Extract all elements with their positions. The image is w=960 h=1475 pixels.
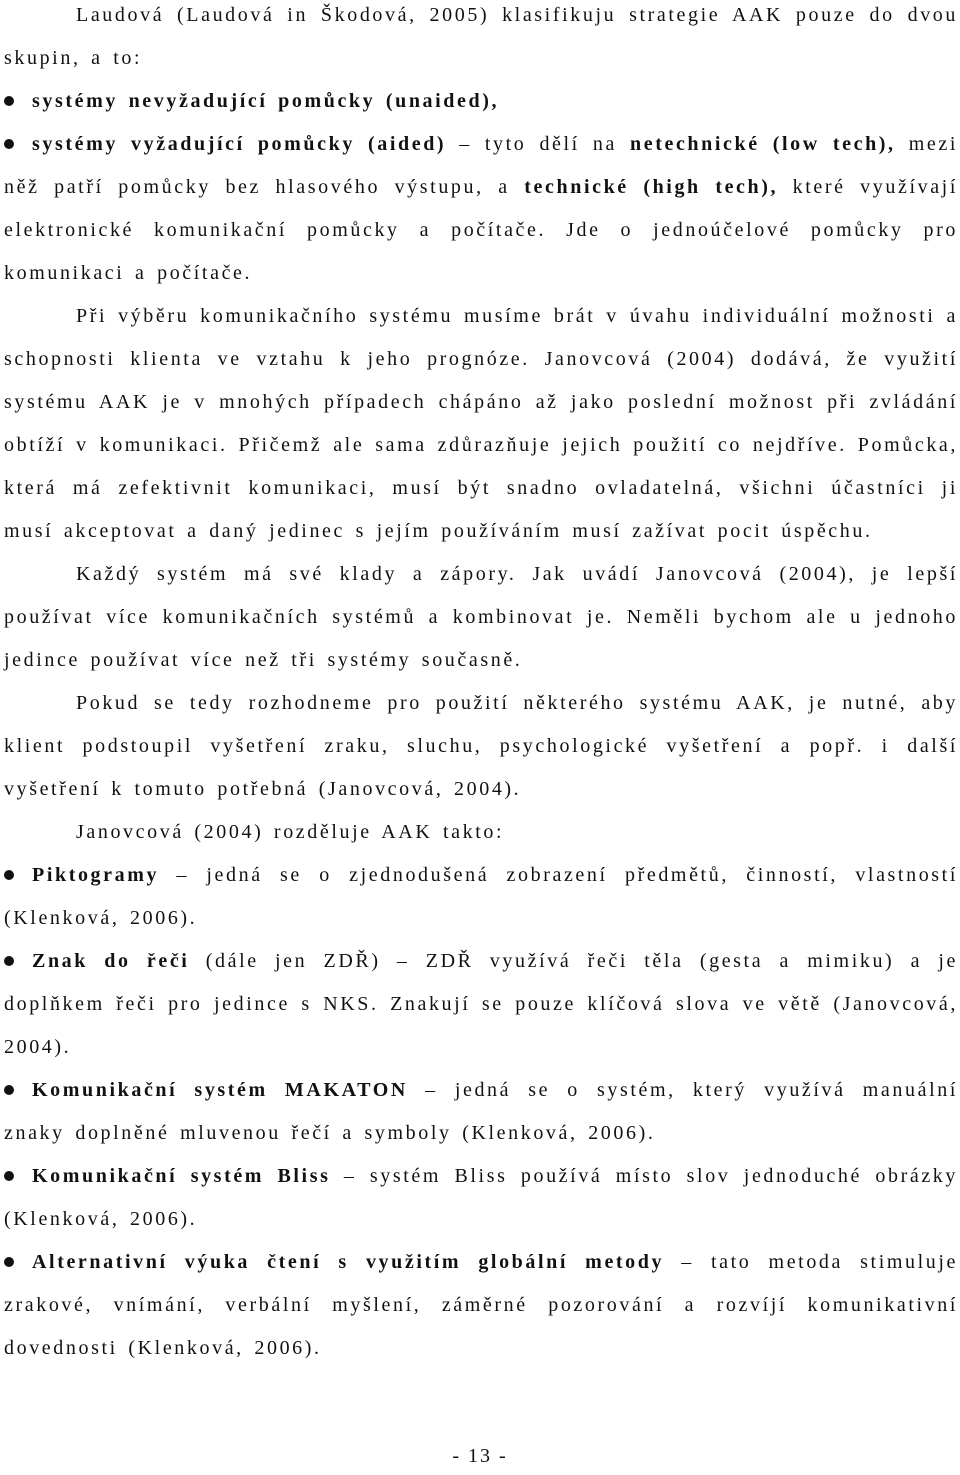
group-label-high-tech: technické (high tech), (524, 176, 779, 198)
aak-type-item (4, 1155, 958, 1241)
bullet-icon (4, 1085, 14, 1095)
aak-type-label: Znak do řeči (32, 950, 190, 972)
group-item-unaided (4, 80, 958, 123)
bullet-icon (4, 956, 14, 966)
aak-type-text: – tato metoda stimuluje zrakové, vnímání, verbální myšlení, záměrné pozorování a rozvíjí komunikativní dovednosti (Klenková, 2006). (4, 1251, 958, 1359)
document-page (4, 0, 958, 1370)
aak-type-text: (dále jen ZDŘ) – ZDŘ využívá řeči těla (gesta a mimiku) a je doplňkem řeči pro jedince s NKS. Znakují se pouze klíčová slova ve větě (Janovcová, 2004). (4, 950, 958, 1058)
aak-type-item (4, 1241, 958, 1370)
bullet-icon (4, 139, 14, 149)
aak-type-item (4, 1069, 958, 1155)
bullet-icon (4, 1257, 14, 1267)
aak-type-item (4, 940, 958, 1069)
group-text: které využívají elektronické komunikační pomůcky a počítače. Jde o jednoúčelové pomůcky pro komunikaci a počítače. (4, 176, 958, 284)
aak-type-text: – systém Bliss používá místo slov jednoduché obrázky (Klenková, 2006). (4, 1165, 958, 1230)
bullet-icon (4, 870, 14, 880)
aak-type-label: Piktogramy (32, 864, 160, 886)
aak-type-text: – jedná se o systém, který využívá manuální znaky doplněné mluvenou řečí a symboly (Klenková, 2006). (4, 1079, 958, 1144)
aak-type-label: Alternativní výuka čtení s využitím globální metody (32, 1251, 665, 1273)
aak-type-label: Komunikační systém MAKATON (32, 1079, 408, 1101)
group-text: – tyto dělí na (446, 133, 631, 155)
group-label-aided: systémy vyžadující pomůcky (aided) (32, 133, 447, 155)
group-item-aided (4, 123, 958, 295)
paragraph-examination: Pokud se tedy rozhodneme pro použití některého systému AAK, je nutné, aby klient podstoupil vyšetření zraku, sluchu, psychologické vyšetření a popř. i další vyšetření k tomuto potřebná (Janovcová, 2004). (4, 692, 958, 800)
bullet-icon (4, 96, 14, 106)
aak-type-item (4, 854, 958, 940)
aak-type-text: – jedná se o zjednodušená zobrazení předmětů, činností, vlastností (Klenková, 2006). (4, 864, 958, 929)
group-label-low-tech: netechnické (low tech), (630, 133, 896, 155)
paragraph-system-choice: Při výběru komunikačního systému musíme brát v úvahu individuální možnosti a schopnosti klienta ve vztahu k jeho prognóze. Janovcová (2004) dodává, že využití systému AAK je v mnohých případech chápáno až jako poslední možnost při zvládání obtíží v komunikaci. Přičemž ale sama zdůrazňuje jejich použití co nejdříve. Pomůcka, která má zefektivnit komunikaci, musí být snadno ovladatelná, všichni účastníci ji musí akceptovat a daný jedinec s jejím používáním musí zažívat pocit úspěchu. (4, 305, 958, 542)
group-label-unaided: systémy nevyžadující pomůcky (unaided), (32, 90, 500, 112)
paragraph-division: Janovcová (2004) rozděluje AAK takto: (76, 821, 505, 843)
paragraph-pros-cons: Každý systém má své klady a zápory. Jak uvádí Janovcová (2004), je lepší používat více komunikačních systémů a kombinovat je. Neměli bychom ale u jednoho jedince používat více než tři systémy současně. (4, 563, 958, 671)
page-number: - 13 - (452, 1445, 508, 1467)
group-text: mezi něž patří pomůcky bez hlasového výstupu, a (4, 133, 958, 198)
aak-type-label: Komunikační systém Bliss (32, 1165, 331, 1187)
bullet-icon (4, 1171, 14, 1181)
intro-paragraph: Laudová (Laudová in Škodová, 2005) klasifikuju strategie AAK pouze do dvou skupin, a to: (4, 4, 958, 69)
